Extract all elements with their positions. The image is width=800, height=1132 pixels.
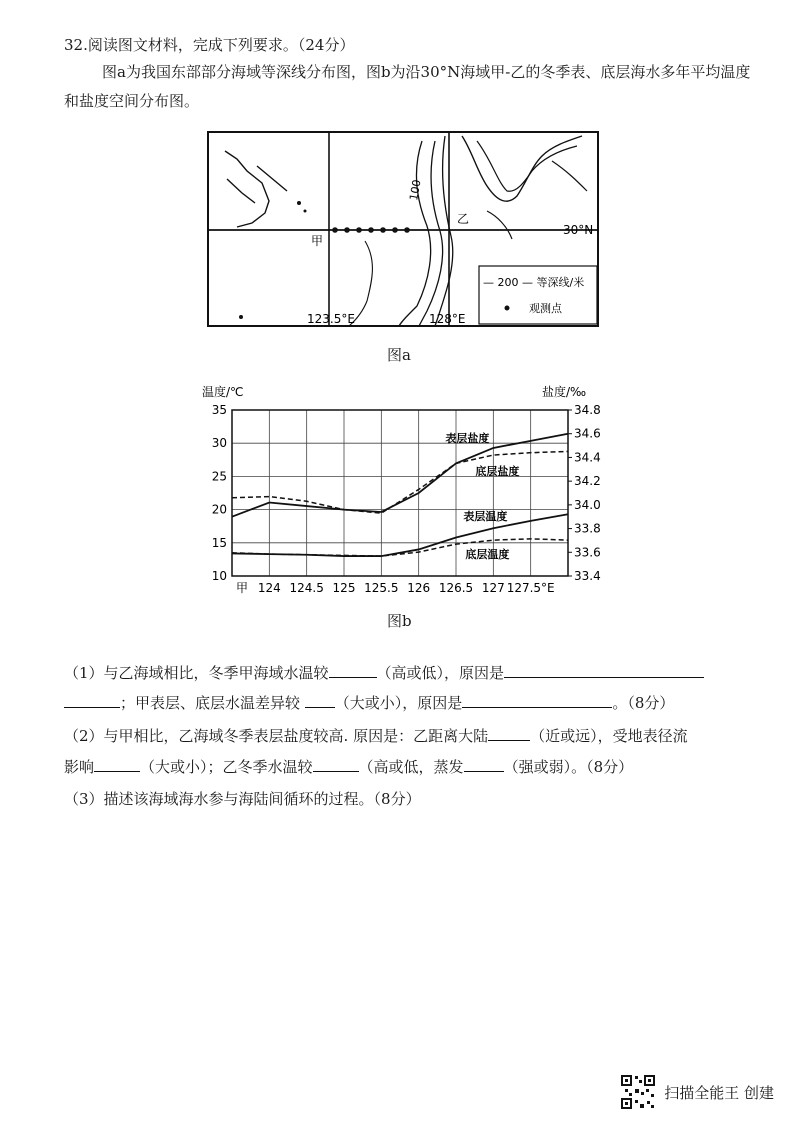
chart-series-label-1: 表层盐度 — [445, 431, 490, 445]
map-figure — [207, 131, 599, 327]
scanner-footer — [620, 1074, 774, 1110]
question-intro: 图a为我国东部部分海域等深线分布图，图b为沿30°N海域甲-乙的冬季表、底层海水多年平均温度和盐度空间分布图。 — [64, 63, 751, 110]
chart-x-tick-label: 124 — [257, 581, 281, 595]
q2-blank-distance[interactable] — [488, 726, 530, 741]
chart-plot-frame — [232, 410, 568, 576]
q2-text-b: （近或远），受地表径流 — [530, 727, 688, 745]
scanner-app-text: 扫描全能王 创建 — [664, 1083, 774, 1102]
q1-blank-reason-2[interactable] — [462, 693, 612, 708]
chart-right-tick-label: 33.4 — [574, 569, 601, 583]
map-lon-label-1: 123.5°E — [307, 312, 355, 326]
map-lat-label: 30°N — [563, 223, 594, 237]
q1-line-1 — [64, 662, 704, 683]
chart-x-tick-label: 125 — [332, 581, 356, 595]
q1-text-e: 。（8分） — [612, 694, 675, 712]
legend-contour: — 200 — 等深线/米 — [483, 276, 585, 289]
chart-left-tick-label: 20 — [211, 502, 227, 517]
chart-right-tick-label: 34.4 — [574, 450, 601, 465]
map-caption: 图a — [387, 346, 411, 364]
q2-line-1 — [64, 725, 688, 746]
chart-series-label-3: 表层温度 — [463, 510, 508, 524]
legend-station: 观测点 — [529, 302, 562, 315]
map-legend — [479, 266, 597, 324]
chart-x-tick-label: 127 — [481, 581, 505, 595]
q1-blank-reason-1[interactable] — [504, 663, 704, 678]
chart-left-tick-label: 15 — [211, 535, 227, 550]
map-point-yi: 乙 — [457, 212, 470, 226]
q1-text-d: （大或小），原因是 — [334, 694, 463, 712]
q2-text-f: ，蒸发 — [418, 758, 464, 776]
q2-text-d: （大或小）；乙冬季水温较 — [140, 758, 313, 776]
map-lon-label-2: 128°E — [429, 312, 466, 326]
chart-series-label-4: 底层温度 — [465, 548, 510, 562]
chart-right-tick-label: 34.0 — [574, 497, 601, 512]
q1-blank-reason-1-cont[interactable] — [64, 693, 120, 708]
chart-left-tick-label: 25 — [211, 469, 227, 484]
chart-right-axis-label: 盐度/‰ — [542, 385, 587, 399]
q2-text-c: 影响 — [64, 758, 95, 776]
q2-text-e: （高或低 — [358, 758, 419, 776]
q2-text-g: （强或弱）。（8分） — [503, 758, 634, 776]
map-point-jia: 甲 — [311, 234, 324, 248]
chart-x-tick-label: 甲 — [236, 581, 249, 595]
chart-x-tick-label: 124.5 — [289, 581, 324, 595]
chart-x-tick-label: 125.5 — [364, 581, 399, 595]
question-title: 32.阅读图文材料，完成下列要求。（24分） — [64, 36, 355, 54]
q2-line-2 — [64, 756, 633, 777]
q1-line-2 — [64, 692, 674, 713]
line-chart — [190, 378, 610, 603]
q1-text-a: （1）与乙海域相比，冬季甲海域水温较 — [64, 664, 329, 682]
q2-blank-runoff[interactable] — [94, 757, 140, 772]
q2-text-a: （2）与甲相比，乙海域冬季表层盐度较高. 原因是：乙距离大陆 — [64, 727, 489, 745]
qr-code-icon — [620, 1074, 656, 1110]
chart-left-axis-label: 温度/℃ — [202, 385, 244, 399]
chart-right-tick-label: 33.8 — [574, 521, 601, 536]
chart-left-tick-label: 35 — [211, 403, 227, 417]
map-depth-label: 100 — [407, 178, 424, 202]
chart-series-3 — [232, 514, 568, 556]
chart-x-tick-label: 126.5 — [438, 581, 474, 595]
q1-text-b: （高或低），原因是 — [376, 664, 505, 682]
chart-x-tick-label: 126 — [407, 581, 431, 595]
chart-right-tick-label: 34.8 — [574, 403, 601, 417]
chart-right-tick-label: 33.6 — [574, 545, 601, 560]
q3-text: （3）描述该海域海水参与海陆间循环的过程。（8分） — [64, 790, 421, 808]
q1-text-c: ；甲表层、底层水温差异较 — [120, 694, 301, 712]
chart-series-label-2: 底层盐度 — [475, 465, 520, 479]
q2-blank-temperature[interactable] — [313, 757, 359, 772]
chart-right-tick-label: 34.2 — [574, 474, 601, 489]
q1-blank-temperature[interactable] — [329, 663, 377, 678]
chart-left-tick-label: 10 — [211, 569, 227, 583]
chart-caption: 图b — [387, 612, 412, 630]
q1-blank-difference[interactable] — [305, 693, 335, 708]
chart-right-tick-label: 34.6 — [574, 426, 601, 441]
q2-blank-evaporation[interactable] — [464, 757, 504, 772]
chart-left-tick-label: 30 — [211, 436, 227, 451]
chart-x-tick-label: 127.5°E — [506, 581, 555, 595]
